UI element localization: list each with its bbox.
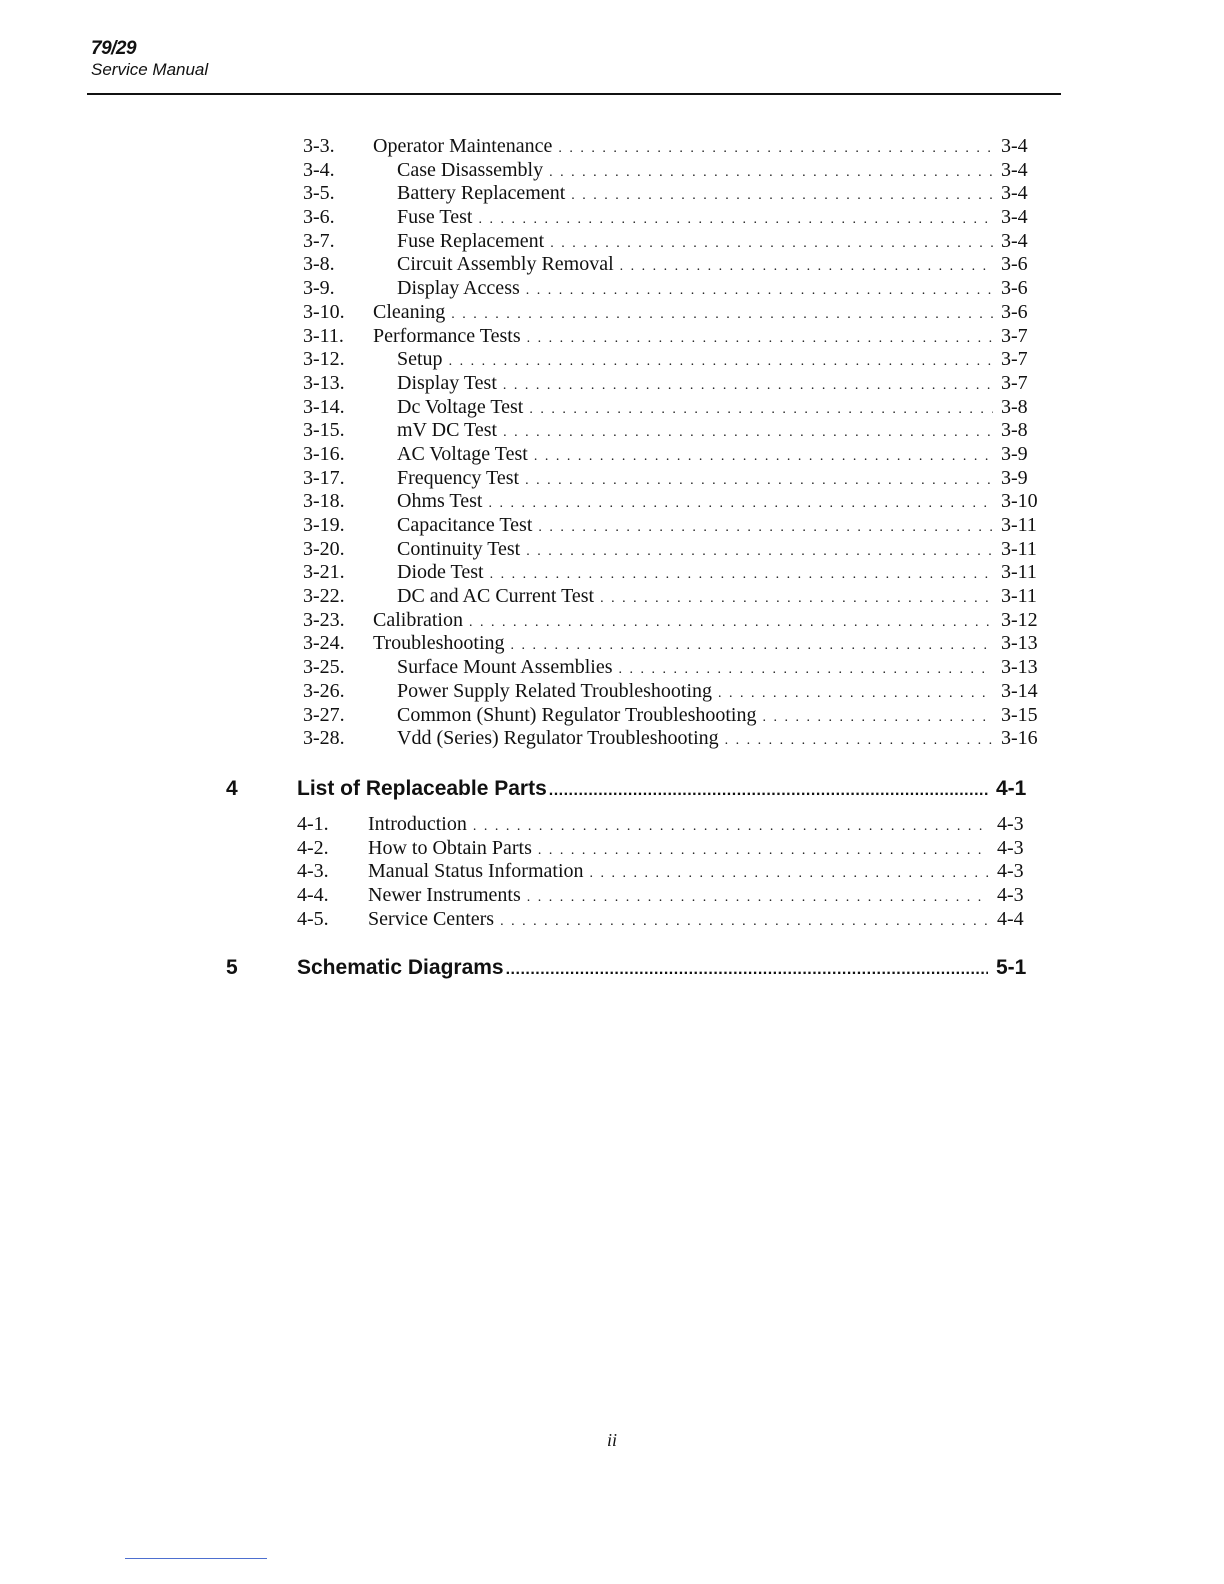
- entry-page: 3-7: [1001, 324, 1028, 347]
- dot-leader: [529, 398, 993, 422]
- toc-entry[interactable]: [303, 348, 1051, 372]
- entry-page: 3-14: [1001, 679, 1038, 702]
- toc-entry[interactable]: [303, 206, 1051, 230]
- toc-entry[interactable]: [297, 884, 1047, 908]
- dot-leader: [725, 729, 993, 753]
- toc-entry[interactable]: [297, 860, 1047, 884]
- entry-title: Circuit Assembly Removal: [397, 253, 620, 277]
- entry-page: 4-4: [997, 907, 1024, 930]
- dot-leader: [473, 815, 989, 839]
- entry-number: 3-17.: [303, 466, 345, 489]
- entry-page: 3-4: [1001, 182, 1028, 205]
- toc-entry[interactable]: [303, 727, 1051, 751]
- entry-title: Troubleshooting: [373, 632, 511, 656]
- toc-entry[interactable]: [303, 514, 1051, 538]
- dot-leader: [500, 910, 989, 934]
- entry-title: Newer Instruments: [368, 884, 527, 908]
- entry-page: 3-13: [1001, 632, 1038, 655]
- entry-title: Setup: [397, 348, 449, 372]
- entry-title: How to Obtain Parts: [368, 837, 538, 861]
- entry-number: 3-21.: [303, 561, 345, 584]
- entry-number: 3-23.: [303, 608, 345, 631]
- dot-leader: [488, 492, 993, 516]
- toc-section-3: [303, 135, 1051, 751]
- entry-number: 3-20.: [303, 537, 345, 560]
- toc-entry[interactable]: [303, 301, 1051, 325]
- entry-title: Introduction: [368, 813, 473, 837]
- entry-number: 3-25.: [303, 656, 345, 679]
- entry-title: mV DC Test: [397, 419, 503, 443]
- toc-entry[interactable]: [297, 908, 1047, 932]
- chapter-title: List of Replaceable Parts: [297, 777, 547, 800]
- entry-page: 3-11: [1001, 537, 1037, 560]
- toc-entry[interactable]: [303, 277, 1051, 301]
- dot-leader: [538, 839, 989, 863]
- dot-leader: [549, 776, 988, 806]
- dot-leader: [534, 445, 993, 469]
- entry-page: 4-3: [997, 813, 1024, 835]
- entry-title: Operator Maintenance: [373, 135, 558, 159]
- entry-page: 3-12: [1001, 608, 1038, 631]
- dot-leader: [449, 350, 993, 374]
- dot-leader: [718, 682, 993, 706]
- toc-chapter-4[interactable]: [226, 774, 1044, 804]
- entry-title: Common (Shunt) Regulator Troubleshooting: [397, 704, 762, 728]
- dot-leader: [538, 516, 993, 540]
- entry-number: 3-28.: [303, 727, 345, 750]
- entry-page: 3-6: [1001, 277, 1028, 300]
- entry-title: Power Supply Related Troubleshooting: [397, 680, 718, 704]
- dot-leader: [506, 955, 988, 985]
- toc-entry[interactable]: [303, 230, 1051, 254]
- toc-entry[interactable]: [303, 135, 1051, 159]
- entry-title: Display Access: [397, 277, 526, 301]
- toc-entry[interactable]: [303, 490, 1051, 514]
- entry-page: 3-4: [1001, 206, 1028, 229]
- entry-title: Fuse Test: [397, 206, 478, 230]
- chapter-number: 5: [226, 956, 238, 979]
- chapter-title: Schematic Diagrams: [297, 956, 504, 979]
- dot-leader: [503, 421, 993, 445]
- entry-title: Vdd (Series) Regulator Troubleshooting: [397, 727, 725, 751]
- entry-page: 3-4: [1001, 135, 1028, 157]
- toc-entry[interactable]: [303, 253, 1051, 277]
- entry-number: 4-5.: [297, 907, 329, 930]
- page-header: [91, 38, 1061, 80]
- toc-section-4: [297, 813, 1047, 931]
- entry-number: 3-24.: [303, 632, 345, 655]
- bottom-divider: [125, 1558, 267, 1559]
- toc-entry[interactable]: [303, 538, 1051, 562]
- entry-number: 3-12.: [303, 348, 345, 371]
- entry-page: 3-10: [1001, 490, 1038, 513]
- manual-model: 79/29: [91, 38, 137, 59]
- chapter-number: 4: [226, 777, 238, 800]
- entry-number: 3-10.: [303, 300, 345, 323]
- entry-number: 3-8.: [303, 253, 335, 276]
- entry-title: Cleaning: [373, 301, 451, 325]
- entry-title: Continuity Test: [397, 538, 526, 562]
- entry-number: 3-27.: [303, 703, 345, 726]
- toc-entry[interactable]: [303, 467, 1051, 491]
- chapter-page: 4-1: [996, 777, 1027, 800]
- dot-leader: [526, 540, 993, 564]
- dot-leader: [527, 886, 989, 910]
- dot-leader: [451, 303, 993, 327]
- entry-page: 4-3: [997, 836, 1024, 859]
- entry-number: 3-13.: [303, 371, 345, 394]
- entry-page: 3-11: [1001, 514, 1037, 536]
- page-number: ii: [606, 1430, 617, 1450]
- toc-entry[interactable]: [303, 182, 1051, 206]
- entry-page: 3-9: [1001, 442, 1028, 465]
- entry-number: 3-11.: [303, 324, 344, 347]
- dot-leader: [762, 706, 993, 730]
- entry-page: 3-8: [1001, 419, 1028, 442]
- entry-number: 3-9.: [303, 277, 335, 300]
- entry-number: 3-4.: [303, 158, 335, 181]
- entry-page: 3-4: [1001, 229, 1028, 252]
- entry-title: Battery Replacement: [397, 182, 571, 206]
- entry-number: 4-3.: [297, 860, 329, 883]
- entry-page: 3-13: [1001, 656, 1038, 679]
- entry-title: Capacitance Test: [397, 514, 538, 538]
- entry-number: 4-4.: [297, 884, 329, 907]
- toc-entry[interactable]: [303, 443, 1051, 467]
- dot-leader: [526, 279, 993, 303]
- dot-leader: [478, 208, 993, 232]
- entry-page: 3-11: [1001, 585, 1037, 608]
- toc-entry[interactable]: [303, 419, 1051, 443]
- toc-entry[interactable]: [297, 837, 1047, 861]
- dot-leader: [550, 232, 993, 256]
- entry-number: 4-1.: [297, 813, 329, 835]
- dot-leader: [600, 587, 993, 611]
- dot-leader: [469, 611, 993, 635]
- entry-title: Case Disassembly: [397, 159, 549, 183]
- entry-title: Performance Tests: [373, 325, 527, 349]
- entry-number: 3-19.: [303, 514, 345, 536]
- entry-number: 3-26.: [303, 679, 345, 702]
- dot-leader: [525, 469, 993, 493]
- toc-entry[interactable]: [303, 680, 1051, 704]
- entry-title: Frequency Test: [397, 467, 525, 491]
- entry-number: 4-2.: [297, 836, 329, 859]
- entry-title: AC Voltage Test: [397, 443, 534, 467]
- entry-page: 4-3: [997, 884, 1024, 907]
- entry-title: Dc Voltage Test: [397, 396, 529, 420]
- entry-title: Display Test: [397, 372, 503, 396]
- entry-title: Diode Test: [397, 561, 490, 585]
- entry-title: Service Centers: [368, 908, 500, 932]
- entry-number: 3-3.: [303, 135, 335, 157]
- dot-leader: [619, 658, 993, 682]
- entry-title: Ohms Test: [397, 490, 488, 514]
- toc-entry[interactable]: [303, 609, 1051, 633]
- toc-entry[interactable]: [303, 632, 1051, 656]
- toc-chapter-5[interactable]: [226, 953, 1044, 983]
- dot-leader: [549, 161, 993, 185]
- entry-title: Manual Status Information: [368, 860, 590, 884]
- entry-page: 3-6: [1001, 253, 1028, 276]
- dot-leader: [558, 137, 993, 161]
- manual-subtitle: Service Manual: [91, 60, 209, 79]
- toc-entry[interactable]: [303, 704, 1051, 728]
- entry-number: 3-18.: [303, 490, 345, 513]
- entry-page: 3-7: [1001, 348, 1028, 371]
- dot-leader: [571, 184, 993, 208]
- toc-entry[interactable]: [303, 372, 1051, 396]
- entry-page: 3-9: [1001, 466, 1028, 489]
- entry-page: 3-15: [1001, 703, 1038, 726]
- header-divider: [87, 93, 1061, 95]
- entry-number: 3-16.: [303, 442, 345, 465]
- toc-entry[interactable]: [303, 396, 1051, 420]
- chapter-page: 5-1: [996, 956, 1027, 979]
- toc-entry[interactable]: [303, 325, 1051, 349]
- entry-title: Surface Mount Assemblies: [397, 656, 619, 680]
- entry-number: 3-22.: [303, 585, 345, 608]
- dot-leader: [503, 374, 993, 398]
- entry-title: DC and AC Current Test: [397, 585, 600, 609]
- entry-number: 3-6.: [303, 206, 335, 229]
- toc-entry[interactable]: [303, 159, 1051, 183]
- entry-page: 3-8: [1001, 395, 1028, 418]
- dot-leader: [511, 634, 993, 658]
- dot-leader: [590, 862, 989, 886]
- entry-page: 3-4: [1001, 158, 1028, 181]
- entry-title: Calibration: [373, 609, 469, 633]
- toc-entry[interactable]: [303, 585, 1051, 609]
- entry-number: 3-7.: [303, 229, 335, 252]
- entry-number: 3-14.: [303, 395, 345, 418]
- entry-title: Fuse Replacement: [397, 230, 550, 254]
- toc-entry[interactable]: [303, 656, 1051, 680]
- entry-page: 3-11: [1001, 561, 1037, 584]
- entry-number: 3-15.: [303, 419, 345, 442]
- dot-leader: [527, 327, 993, 351]
- toc-entry[interactable]: [303, 561, 1051, 585]
- entry-number: 3-5.: [303, 182, 335, 205]
- entry-page: 3-7: [1001, 371, 1028, 394]
- entry-page: 3-16: [1001, 727, 1038, 750]
- entry-page: 3-6: [1001, 300, 1028, 323]
- dot-leader: [490, 563, 993, 587]
- toc-entry[interactable]: [297, 813, 1047, 837]
- dot-leader: [620, 255, 993, 279]
- entry-page: 4-3: [997, 860, 1024, 883]
